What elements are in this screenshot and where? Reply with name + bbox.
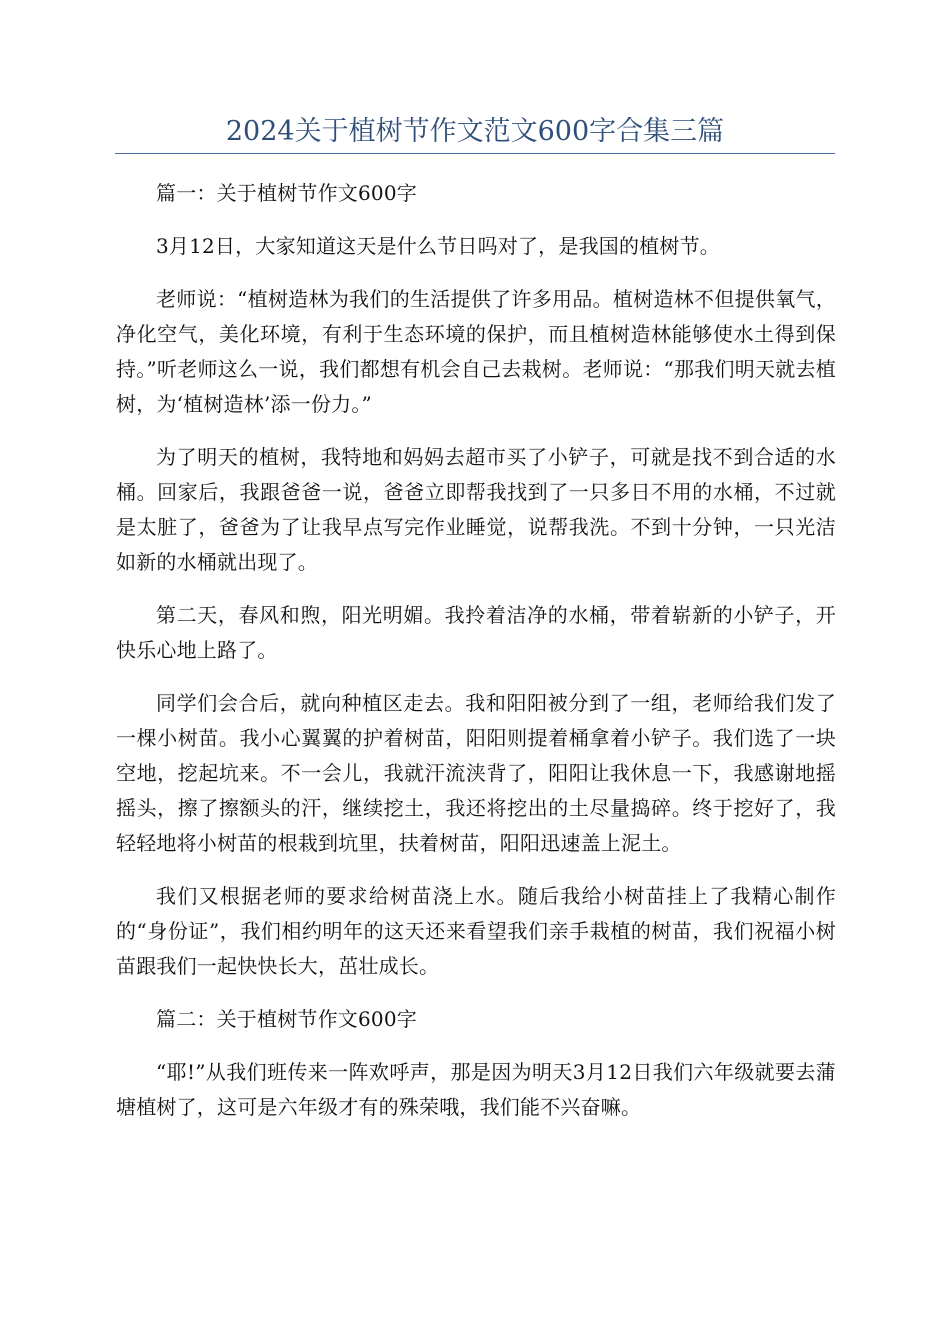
paragraph: 同学们会合后，就向种植区走去。我和阳阳被分到了一组，老师给我们发了一棵小树苗。我小心翼翼的护着树苗，阳阳则提着桶拿着小铲子。我们选了一块空地，挖起坑来。不一会儿，我就汗流浃背了，阳阳让我休息一下，我感谢地摇摇头，擦了擦额头的汗，继续挖土，我还将挖出的土尽量捣碎。终于挖好了，我轻轻地将小树苗的根栽到坑里，扶着树苗，阳阳迅速盖上泥土。 <box>116 691 836 855</box>
section-heading-2: 篇二：关于植树节作文600字 <box>156 1007 417 1031</box>
paragraph: 为了明天的植树，我特地和妈妈去超市买了小铲子，可就是找不到合适的水桶。回家后，我跟爸爸一说，爸爸立即帮我找到了一只多日不用的水桶，不过就是太脏了，爸爸为了让我早点写完作业睡觉，说帮我洗。不到十分钟，一只光洁如新的水桶就出现了。 <box>116 445 836 574</box>
section-heading-1: 篇一：关于植树节作文600字 <box>156 181 417 205</box>
paragraph: “耶!”从我们班传来一阵欢呼声，那是因为明天3月12日我们六年级就要去蒲塘植树了，这可是六年级才有的殊荣哦，我们能不兴奋嘛。 <box>116 1060 836 1119</box>
document-body <box>116 176 836 1143</box>
document-title: 2024关于植树节作文范文600字合集三篇 <box>225 116 725 147</box>
paragraph: 老师说：“植树造林为我们的生活提供了许多用品。植树造林不但提供氧气，净化空气，美化环境，有利于生态环境的保护，而且植树造林能够使水土得到保持。”听老师这么一说，我们都想有机会自己去栽树。老师说：“那我们明天就去植树，为‘植树造林’添一份力。” <box>116 287 836 416</box>
paragraph: 第二天，春风和煦，阳光明媚。我拎着洁净的水桶，带着崭新的小铲子，开快乐心地上路了。 <box>116 603 836 662</box>
paragraph: 我们又根据老师的要求给树苗浇上水。随后我给小树苗挂上了我精心制作的“身份证”，我们相约明年的这天还来看望我们亲手栽植的树苗，我们祝福小树苗跟我们一起快快长大，茁壮成长。 <box>116 884 836 978</box>
title-underline <box>115 153 835 154</box>
paragraph: 3月12日，大家知道这天是什么节日吗对了，是我国的植树节。 <box>156 234 720 258</box>
